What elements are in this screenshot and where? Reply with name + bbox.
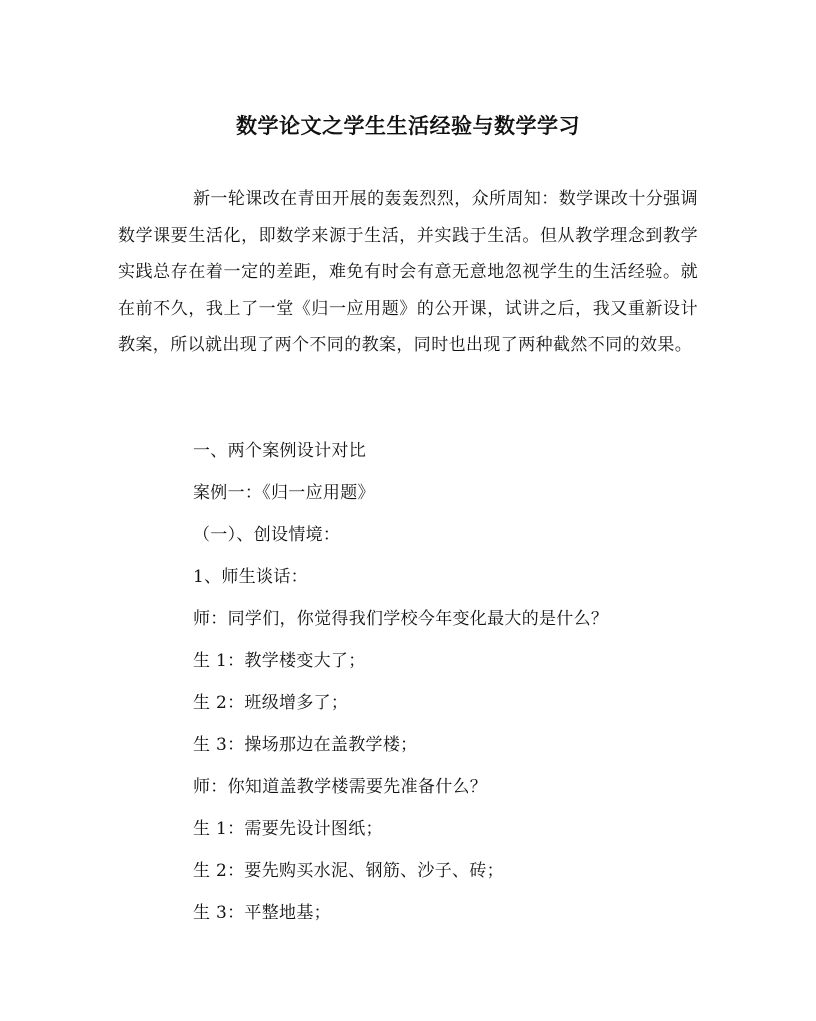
- case-heading: 案例一：《归一应用题》: [193, 483, 375, 503]
- dialogue-line: 师：你知道盖教学楼需要先准备什么？: [193, 777, 488, 797]
- dialogue-line: 生 1：教学楼变大了；: [193, 651, 366, 671]
- section-heading: 一、两个案例设计对比: [193, 441, 366, 461]
- intro-paragraph: 新一轮课改在青田开展的轰轰烈烈，众所周知：数学课改十分强调数学课要生活化，即数学来源于生活，并实践于生活。但从教学理念到教学实践总存在着一定的差距，难免有时会有意无意地忽视学生的生活经验。就在前不久，我上了一堂《归一应用题》的公开课，试讲之后，我又重新设计教案，所以就出现了两个不同的教案，同时也出现了两种截然不同的效果。: [118, 189, 698, 355]
- dialogue-line: 生 2：班级增多了；: [193, 693, 349, 713]
- subsection-heading: （一）、创设情境：: [193, 525, 341, 545]
- dialogue-line: 生 2：要先购买水泥、钢筋、沙子、砖；: [193, 861, 504, 881]
- dialogue-line: 生 3：平整地基；: [193, 903, 331, 923]
- dialogue-line: 生 1：需要先设计图纸；: [193, 819, 383, 839]
- step-heading: 1、师生谈话：: [193, 567, 308, 587]
- dialogue-line: 师：同学们，你觉得我们学校今年变化最大的是什么？: [193, 609, 609, 629]
- dialogue-line: 生 3：操场那边在盖教学楼；: [193, 735, 418, 755]
- document-title: 数学论文之学生生活经验与数学学习: [236, 113, 580, 138]
